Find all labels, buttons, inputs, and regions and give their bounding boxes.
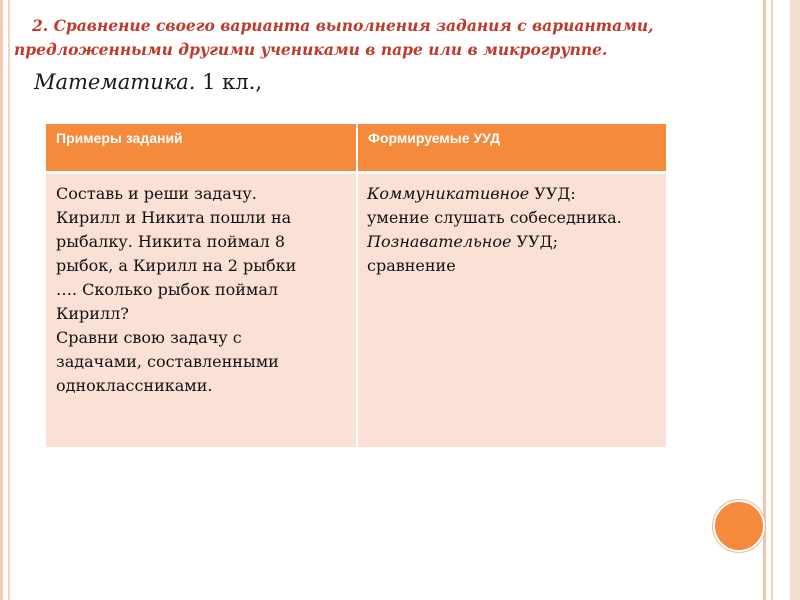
slide-heading <box>14 14 734 62</box>
heading-line-1: 2. Сравнение своего варианта выполнения задания с вариантами, <box>32 16 654 35</box>
grade-label: 1 кл., <box>195 70 262 94</box>
task-line: Кирилл? <box>56 303 129 323</box>
table-header-row <box>46 124 666 172</box>
header-task-examples: Примеры заданий <box>46 124 357 172</box>
task-line: Составь и реши задачу. <box>56 183 257 203</box>
task-line: рыбок, а Кирилл на 2 рыбки <box>56 255 297 275</box>
left-frame-line-inner <box>8 0 10 600</box>
task-line: Кирилл и Никита пошли на <box>56 207 292 227</box>
task-line: рыбалку. Никита поймал 8 <box>56 231 286 251</box>
slide-subtitle <box>34 70 262 94</box>
uud-line-cognitive <box>367 230 654 254</box>
task-line: задачами, составленными <box>56 351 279 371</box>
uud-line-comparison: сравнение <box>367 255 456 275</box>
uud-table <box>46 124 666 447</box>
subject-label: Математика. <box>34 70 196 94</box>
uud-kind-communicative: Коммуникативное <box>367 183 530 203</box>
task-line: …. Сколько рыбок поймал <box>56 279 279 299</box>
uud-suffix: УУД: <box>529 183 576 203</box>
uud-line-listening: умение слушать собеседника. <box>367 207 622 227</box>
right-frame-line-2 <box>771 0 773 600</box>
uud-suffix: УУД; <box>511 231 559 251</box>
uud-cell <box>357 172 666 447</box>
left-frame-line-outer <box>0 0 3 600</box>
heading-line-2: предложенными другими учениками в паре или в микрогруппе. <box>14 40 608 59</box>
task-cell <box>46 172 357 447</box>
header-formed-uud: Формируемые УУД <box>357 124 666 172</box>
task-line: Сравни свою задачу с <box>56 327 242 347</box>
right-frame-line-1 <box>763 0 766 600</box>
task-line: одноклассниками. <box>56 375 213 395</box>
table-row <box>46 172 666 447</box>
uud-kind-cognitive: Познавательное <box>367 231 512 251</box>
uud-line-communicative <box>367 182 654 206</box>
right-frame-band <box>790 0 800 600</box>
decorative-orange-circle <box>713 500 765 552</box>
